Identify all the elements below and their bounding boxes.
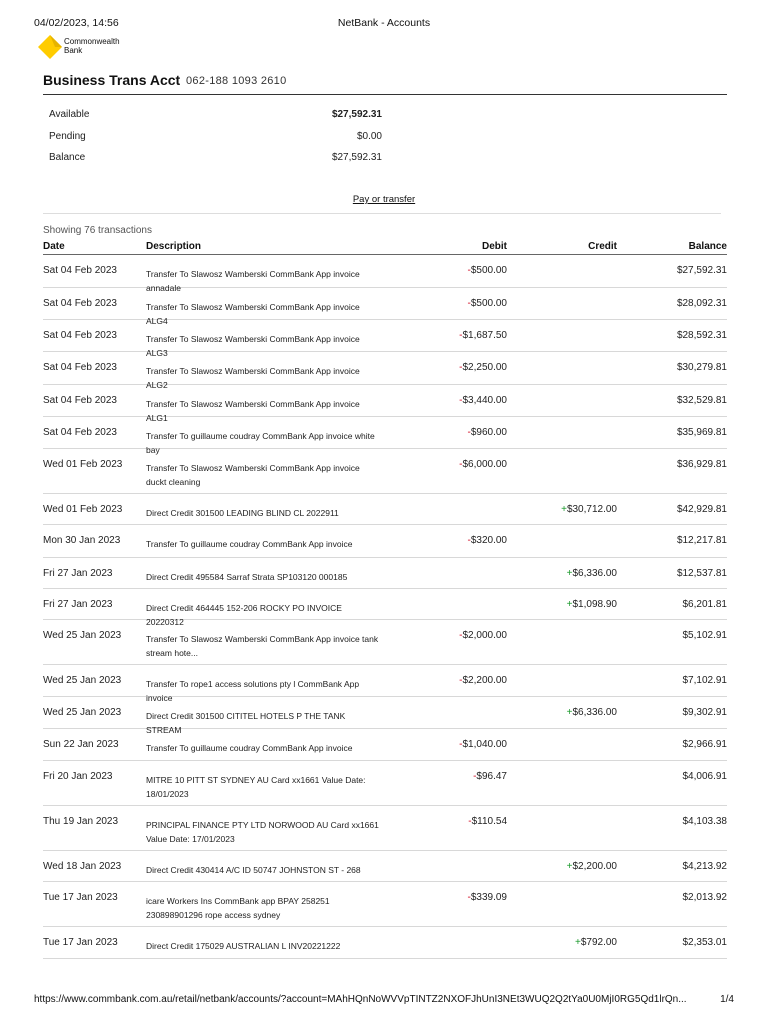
column-header-credit[interactable]: Credit <box>588 241 617 252</box>
transaction-date: Sat 04 Feb 2023 <box>43 395 117 406</box>
transaction-debit <box>468 535 508 546</box>
credit-amount: $2,200.00 <box>572 861 617 872</box>
transaction-balance: $36,929.81 <box>676 459 727 470</box>
transaction-date: Sat 04 Feb 2023 <box>43 298 117 309</box>
transaction-date: Fri 27 Jan 2023 <box>43 568 113 579</box>
transaction-date: Sat 04 Feb 2023 <box>43 265 117 276</box>
transaction-date: Tue 17 Jan 2023 <box>43 937 118 948</box>
table-row[interactable] <box>43 927 727 959</box>
debit-amount: $960.00 <box>470 427 507 438</box>
column-header-debit[interactable]: Debit <box>482 241 507 252</box>
minus-sign: - <box>467 535 471 546</box>
transaction-date: Sat 04 Feb 2023 <box>43 362 117 373</box>
transaction-date: Sat 04 Feb 2023 <box>43 330 117 341</box>
transaction-debit <box>468 427 508 438</box>
debit-amount: $500.00 <box>470 265 507 276</box>
debit-amount: $110.54 <box>471 816 507 827</box>
title-divider <box>43 94 727 95</box>
balance-row-balance <box>49 152 382 166</box>
plus-sign: + <box>566 707 573 718</box>
table-row[interactable] <box>43 620 727 665</box>
minus-sign: - <box>459 362 463 373</box>
table-row[interactable] <box>43 449 727 494</box>
minus-sign: - <box>467 298 471 309</box>
transaction-description: Transfer To guillaume coudray CommBank App invoice white bay <box>146 431 375 455</box>
balance-value: $27,592.31 <box>331 109 382 120</box>
balance-row-available <box>49 109 382 123</box>
debit-amount: $6,000.00 <box>462 459 507 470</box>
minus-sign: - <box>467 265 471 276</box>
transaction-description: Direct Credit 301500 CITITEL HOTELS P THE TANK STREAM <box>146 711 346 735</box>
table-row[interactable] <box>43 288 727 326</box>
transaction-date: Wed 18 Jan 2023 <box>43 861 122 872</box>
transaction-balance: $2,013.92 <box>682 892 727 903</box>
transaction-balance: $9,302.91 <box>682 707 727 718</box>
transaction-description: Direct Credit 301500 LEADING BLIND CL 2022911 <box>146 508 339 518</box>
transaction-debit <box>468 298 508 309</box>
balance-label: Balance <box>49 152 86 163</box>
minus-sign: - <box>459 630 463 641</box>
transaction-balance: $5,102.91 <box>682 630 727 641</box>
print-header <box>34 17 734 31</box>
logo-text-line2: Bank <box>64 45 83 55</box>
transaction-balance: $42,929.81 <box>676 504 727 515</box>
transaction-description: Direct Credit 464445 152-206 ROCKY PO INVOICE 20220312 <box>146 603 342 627</box>
balance-label: Pending <box>49 131 86 142</box>
transaction-description: Transfer To guillaume coudray CommBank App invoice <box>146 539 353 549</box>
table-row[interactable] <box>43 729 727 761</box>
transaction-balance: $12,537.81 <box>676 568 727 579</box>
transaction-description: Direct Credit 175029 AUSTRALIAN L INV20221222 <box>146 941 341 951</box>
credit-amount: $792.00 <box>580 937 617 948</box>
column-header-description[interactable]: Description <box>146 241 202 252</box>
print-datetime: 04/02/2023, 14:56 <box>34 17 119 29</box>
account-name: Business Trans Acct <box>43 72 181 88</box>
transaction-date: Wed 25 Jan 2023 <box>43 675 122 686</box>
transaction-description: Transfer To Slawosz Wamberski CommBank App invoice tank stream hote... <box>146 634 379 658</box>
transaction-balance: $32,529.81 <box>676 395 727 406</box>
credit-amount: $30,712.00 <box>566 504 617 515</box>
plus-sign: + <box>566 568 573 579</box>
balance-row-pending <box>49 131 382 145</box>
transaction-balance: $27,592.31 <box>676 265 727 276</box>
transaction-debit <box>473 771 507 782</box>
transaction-description: Transfer To Slawosz Wamberski CommBank App invoice duckt cleaning <box>146 463 360 487</box>
credit-amount: $6,336.00 <box>572 707 617 718</box>
transaction-description: Transfer To rope1 access solutions pty l CommBank App invoice <box>146 679 360 703</box>
transaction-description: Transfer To Slawosz Wamberski CommBank App invoice ALG1 <box>146 399 360 423</box>
pay-divider <box>43 213 721 214</box>
balance-value: $27,592.31 <box>331 152 382 163</box>
balance-label: Available <box>49 109 90 120</box>
transaction-description: PRINCIPAL FINANCE PTY LTD NORWOOD AU Card xx1661 Value Date: 17/01/2023 <box>146 820 379 844</box>
minus-sign: - <box>473 771 477 782</box>
transaction-balance: $6,201.81 <box>682 599 727 610</box>
table-row[interactable] <box>43 255 727 293</box>
logo-text <box>64 38 120 55</box>
transaction-debit <box>468 892 508 903</box>
transaction-credit <box>567 861 617 872</box>
transaction-date: Wed 25 Jan 2023 <box>43 630 122 641</box>
table-row[interactable] <box>43 806 727 851</box>
transaction-balance: $12,217.81 <box>676 535 727 546</box>
balance-value: $0.00 <box>356 131 382 142</box>
plus-sign: + <box>566 861 573 872</box>
transaction-date: Mon 30 Jan 2023 <box>43 535 121 546</box>
debit-amount: $1,040.00 <box>462 739 507 750</box>
transaction-description: Transfer To guillaume coudray CommBank App invoice <box>146 743 353 753</box>
transaction-balance: $4,213.92 <box>682 861 727 872</box>
pay-or-transfer-link[interactable]: Pay or transfer <box>352 194 416 205</box>
transaction-debit <box>468 816 507 827</box>
transaction-date: Tue 17 Jan 2023 <box>43 892 118 903</box>
account-number: 062-188 1093 2610 <box>186 75 287 87</box>
transaction-date: Fri 27 Jan 2023 <box>43 599 113 610</box>
minus-sign: - <box>459 395 463 406</box>
transaction-balance: $30,279.81 <box>676 362 727 373</box>
transaction-debit <box>459 675 507 686</box>
debit-amount: $320.00 <box>470 535 507 546</box>
credit-amount: $6,336.00 <box>572 568 617 579</box>
table-row[interactable] <box>43 851 727 882</box>
column-header-date[interactable]: Date <box>43 241 65 252</box>
transaction-balance: $2,353.01 <box>682 937 727 948</box>
table-row[interactable] <box>43 558 727 589</box>
transaction-date: Sun 22 Jan 2023 <box>43 739 119 750</box>
table-row[interactable] <box>43 494 727 525</box>
transaction-count: Showing 76 transactions <box>43 225 152 236</box>
table-row[interactable] <box>43 761 727 806</box>
minus-sign: - <box>459 739 463 750</box>
transaction-debit <box>468 265 508 276</box>
transaction-description: Transfer To Slawosz Wamberski CommBank App invoice annadale <box>146 269 360 293</box>
transaction-date: Wed 01 Feb 2023 <box>43 504 123 515</box>
column-header-balance[interactable]: Balance <box>688 241 727 252</box>
minus-sign: - <box>467 427 471 438</box>
table-row[interactable] <box>43 697 727 735</box>
minus-sign: - <box>467 892 471 903</box>
table-row[interactable] <box>43 385 727 423</box>
transaction-balance: $28,092.31 <box>676 298 727 309</box>
transaction-date: Wed 25 Jan 2023 <box>43 707 122 718</box>
debit-amount: $96.47 <box>476 771 507 782</box>
transaction-credit <box>567 707 617 718</box>
minus-sign: - <box>459 330 463 341</box>
diamond-logo-icon <box>38 35 62 59</box>
transaction-credit <box>575 937 617 948</box>
transaction-date: Wed 01 Feb 2023 <box>43 459 123 470</box>
table-row[interactable] <box>43 320 727 358</box>
minus-sign: - <box>459 459 463 470</box>
minus-sign: - <box>459 675 463 686</box>
transaction-debit <box>459 395 507 406</box>
minus-sign: - <box>468 816 472 827</box>
transaction-debit <box>459 739 507 750</box>
page-number: 1/4 <box>720 994 734 1005</box>
transaction-description: Direct Credit 430414 A/C ID 50747 JOHNSTON ST - 268 <box>146 865 361 875</box>
debit-amount: $2,250.00 <box>462 362 507 373</box>
debit-amount: $1,687.50 <box>462 330 507 341</box>
credit-amount: $1,098.90 <box>572 599 617 610</box>
table-row[interactable] <box>43 352 727 390</box>
transaction-balance: $4,006.91 <box>682 771 727 782</box>
table-row[interactable] <box>43 589 727 627</box>
transaction-date: Fri 20 Jan 2023 <box>43 771 113 782</box>
transaction-date: Sat 04 Feb 2023 <box>43 427 117 438</box>
debit-amount: $339.09 <box>470 892 507 903</box>
page-url: https://www.commbank.com.au/retail/netbank/accounts/?account=MAhHQnNoWVVpTINTZ2NXOFJhUnI3NEt3WUQ2Q2tYa0U0MjI0RG5Qd1lrQn... <box>34 994 687 1005</box>
transaction-credit <box>561 504 617 515</box>
transaction-description: Transfer To Slawosz Wamberski CommBank App invoice ALG2 <box>146 366 360 390</box>
transaction-description: Direct Credit 495584 Sarraf Strata SP103120 000185 <box>146 572 348 582</box>
debit-amount: $500.00 <box>470 298 507 309</box>
transaction-debit <box>459 630 507 641</box>
transaction-date: Thu 19 Jan 2023 <box>43 816 119 827</box>
transaction-debit <box>459 362 507 373</box>
transaction-description: MITRE 10 PITT ST SYDNEY AU Card xx1661 Value Date: 18/01/2023 <box>146 775 366 799</box>
transaction-description: Transfer To Slawosz Wamberski CommBank App invoice ALG3 <box>146 334 360 358</box>
print-title: NetBank - Accounts <box>337 17 431 29</box>
transaction-debit <box>459 330 507 341</box>
plus-sign: + <box>575 937 581 948</box>
transaction-balance: $7,102.91 <box>682 675 727 686</box>
table-row[interactable] <box>43 525 727 558</box>
transaction-credit <box>567 599 617 610</box>
plus-sign: + <box>561 504 567 515</box>
table-row[interactable] <box>43 882 727 927</box>
debit-amount: $3,440.00 <box>462 395 507 406</box>
transaction-description: Transfer To Slawosz Wamberski CommBank App invoice ALG4 <box>146 302 360 326</box>
table-row[interactable] <box>43 665 727 703</box>
transaction-debit <box>459 459 507 470</box>
plus-sign: + <box>566 599 573 610</box>
table-row[interactable] <box>43 417 727 455</box>
transaction-balance: $4,103.38 <box>682 816 727 827</box>
transaction-balance: $2,966.91 <box>682 739 727 750</box>
transaction-balance: $28,592.31 <box>676 330 727 341</box>
debit-amount: $2,000.00 <box>462 630 507 641</box>
transaction-balance: $35,969.81 <box>676 427 727 438</box>
logo-text-line1: Commonwealth <box>64 37 120 46</box>
transaction-description: icare Workers Ins CommBank app BPAY 258251 230898901296 rope access sydney <box>146 896 330 920</box>
debit-amount: $2,200.00 <box>462 675 507 686</box>
transaction-credit <box>567 568 617 579</box>
